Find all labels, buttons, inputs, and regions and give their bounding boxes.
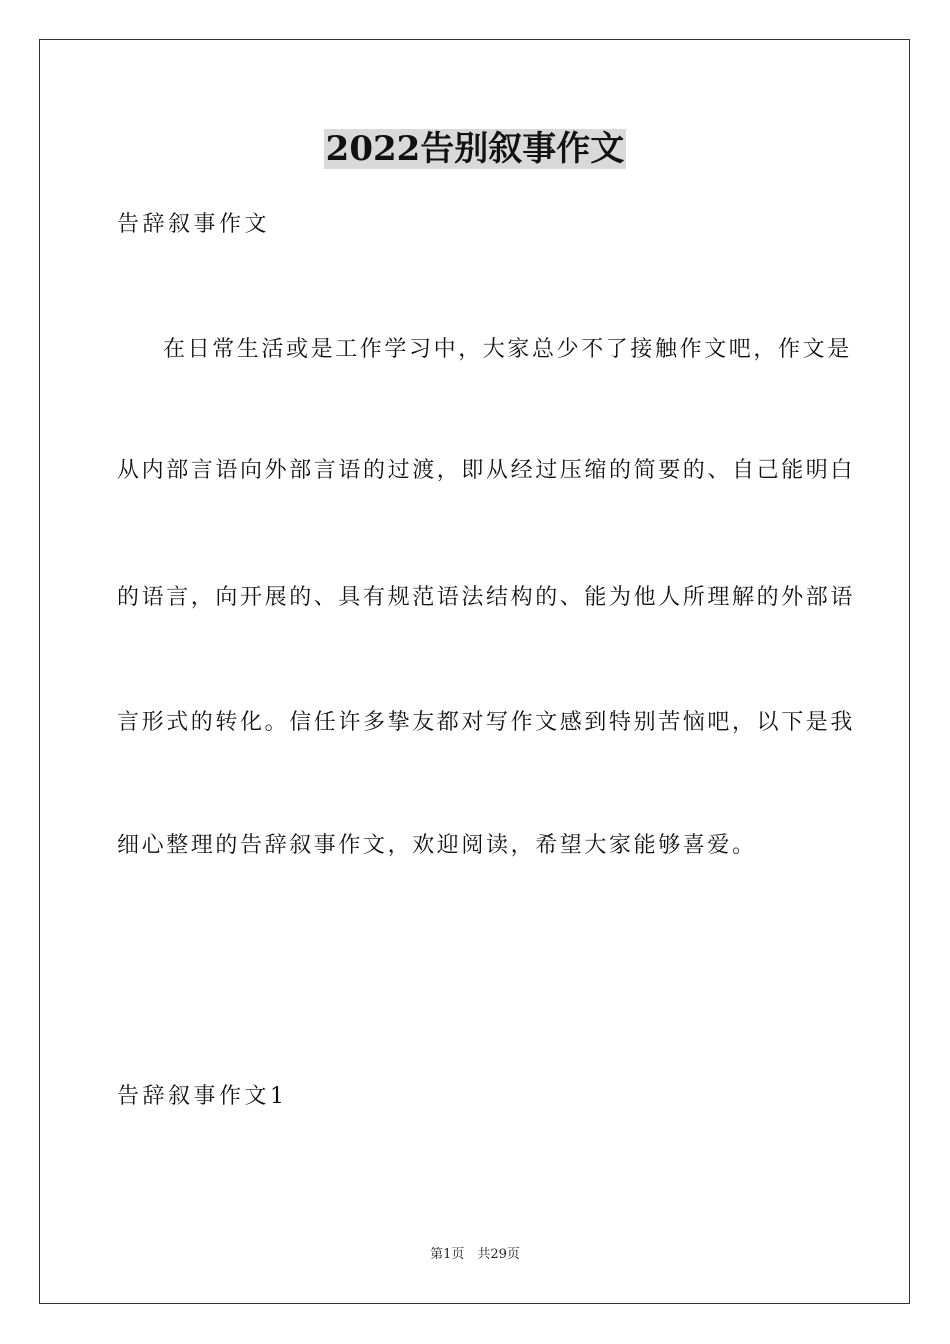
section-heading: 告辞叙事作文1 [117,1084,288,1109]
document-title [0,126,950,172]
document-subtitle: 告辞叙事作文 [117,212,271,237]
page-number: 第1页 共29页 [430,1247,520,1262]
intro-line-5: 细心整理的告辞叙事作文，欢迎阅读，希望大家能够喜爱。 [117,833,757,858]
intro-line-3: 的语言，向开展的、具有规范语法结构的、能为他人所理解的外部语 [117,585,856,610]
intro-line-4: 言形式的转化。信任许多挚友都对写作文感到特别苦恼吧，以下是我 [117,710,856,735]
intro-line-2: 从内部言语向外部言语的过渡，即从经过压缩的简要的、自己能明白 [117,458,856,483]
intro-line-1: 在日常生活或是工作学习中，大家总少不了接触作文吧，作文是 [163,337,852,362]
document-title-text: 2022告别叙事作文 [325,129,625,169]
